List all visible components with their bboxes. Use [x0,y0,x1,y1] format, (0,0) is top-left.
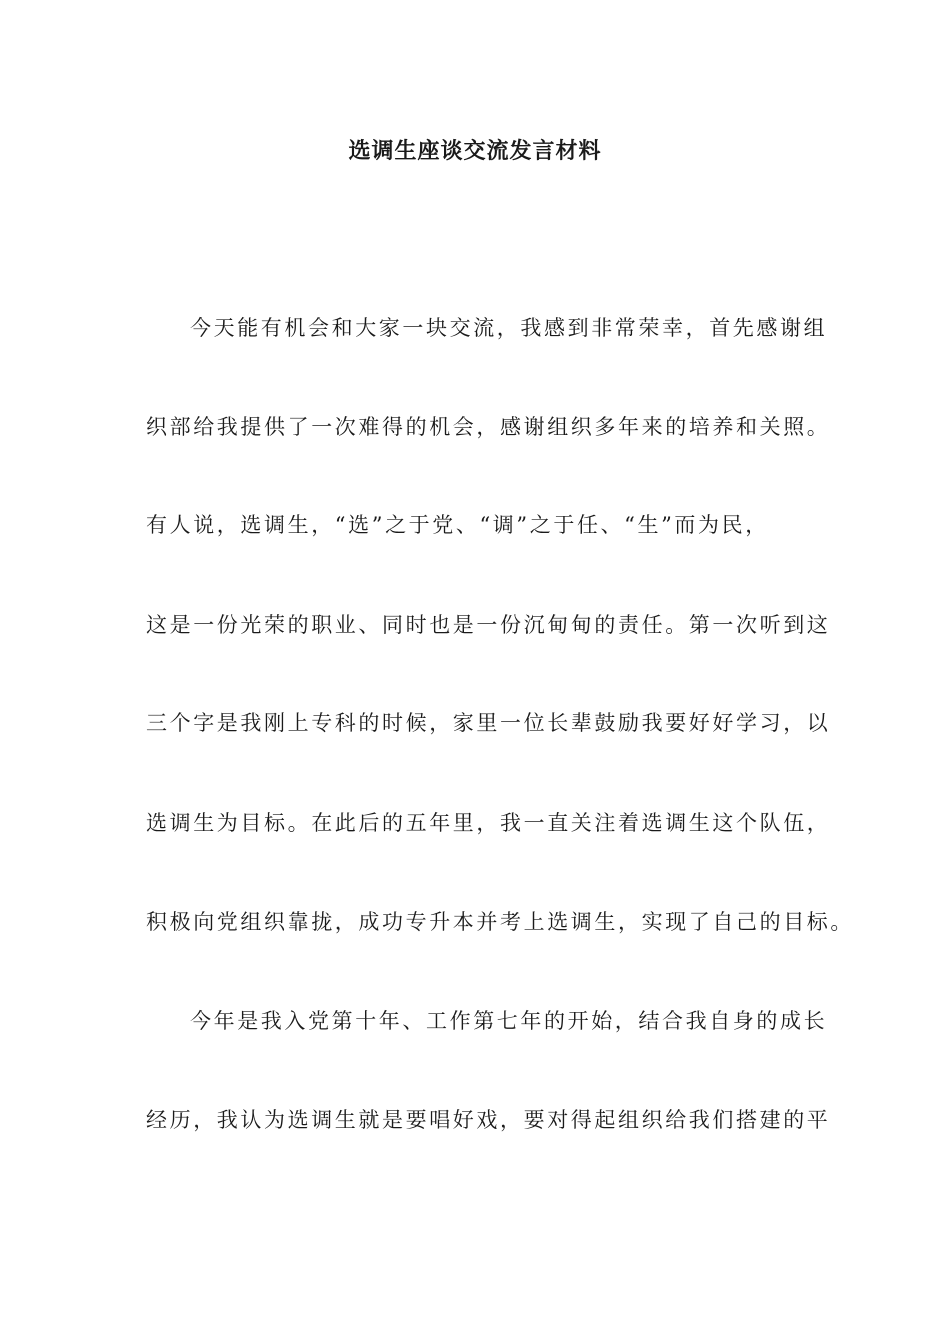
paragraph-1-line-4: 这是一份光荣的职业、同时也是一份沉甸甸的责任。第一次听到这 [146,613,831,637]
paragraph-1-line-6: 选调生为目标。在此后的五年里，我一直关注着选调生这个队伍， [146,811,831,835]
paragraph-2-line-2: 经历，我认为选调生就是要唱好戏，要对得起组织给我们搭建的平 [146,1108,831,1132]
paragraph-2-line-1: 今年是我入党第十年、工作第七年的开始，结合我自身的成长 [190,1009,828,1033]
paragraph-1-line-1: 今天能有机会和大家一块交流，我感到非常荣幸，首先感谢组 [190,316,828,340]
paragraph-1-line-3: 有人说，选调生，“选”之于党、“调”之于任、“生”而为民， [146,513,769,537]
document-title: 选调生座谈交流发言材料 [348,139,602,164]
paragraph-1-line-5: 三个字是我刚上专科的时候，家里一位长辈鼓励我要好好学习，以 [146,711,831,735]
paragraph-1-line-2: 织部给我提供了一次难得的机会，感谢组织多年来的培养和关照。 [146,415,831,439]
paragraph-1-line-7: 积极向党组织靠拢，成功专升本并考上选调生，实现了自己的目标。 [146,910,854,934]
